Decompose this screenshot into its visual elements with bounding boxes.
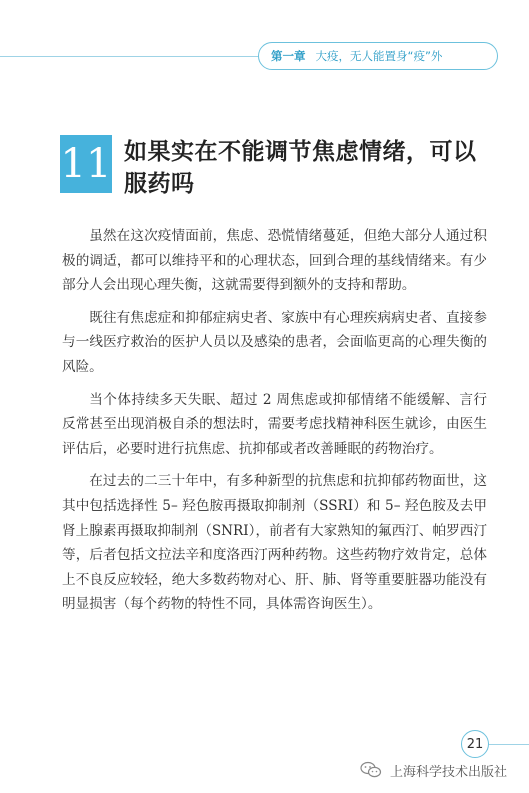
section-number-badge [60,135,112,193]
body-text [62,224,487,625]
paragraph: 在过去的二三十年中，有多种新型的抗焦虑和抗抑郁药物面世，这其中包括选择性 5– 羟色胺再摄取抑制剂（SSRI）和 5– 羟色胺及去甲肾上腺素再摄取抑制剂（SNRI），前者有大家熟知的氟西汀、帕罗西汀等，后者包括文拉法辛和度洛西汀两种药物。这些药物疗效肯定，总体上不良反应较轻，绝大多数药物对心、肝、肺、肾等重要脏器功能没有明显损害（每个药物的特性不同，具体需咨询医生）。 [62,473,487,613]
paragraph: 既往有焦虑症和抑郁症病史者、家族中有心理疾病病史者、直接参与一线医疗救治的医护人员以及感染的患者，会面临更高的心理失衡的风险。 [62,309,487,375]
section-title: 如果实在不能调节焦虑情绪，可以服药吗 [124,139,477,197]
publisher-name: 上海科学技术出版社 [390,764,508,780]
page-number [461,730,489,758]
page-number-rule [489,744,529,745]
chapter-label: 第一章 [271,49,306,63]
paragraph: 虽然在这次疫情面前，焦虑、恐慌情绪蔓延，但绝大部分人通过积极的调适，都可以维持平和的心理状态，回到合理的基线情绪来。有少部分人会出现心理失衡，这就需要得到额外的支持和帮助。 [62,228,487,294]
section-number: 11 [60,141,112,187]
publisher-watermark [360,758,507,782]
wechat-icon [360,761,382,779]
header-rule [0,56,268,57]
chapter-header [258,42,498,70]
chapter-subtitle: 大疫，无人能置身“疫”外 [315,49,443,63]
running-header [0,38,529,76]
paragraph: 当个体持续多天失眠、超过 2 周焦虑或抑郁情绪不能缓解、言行反常甚至出现消极自杀的想法时，需要考虑找精神科医生就诊，由医生评估后，必要时进行抗焦虑、抗抑郁或者改善睡眠的药物治疗。 [62,391,487,457]
page-number-text: 21 [466,736,484,752]
